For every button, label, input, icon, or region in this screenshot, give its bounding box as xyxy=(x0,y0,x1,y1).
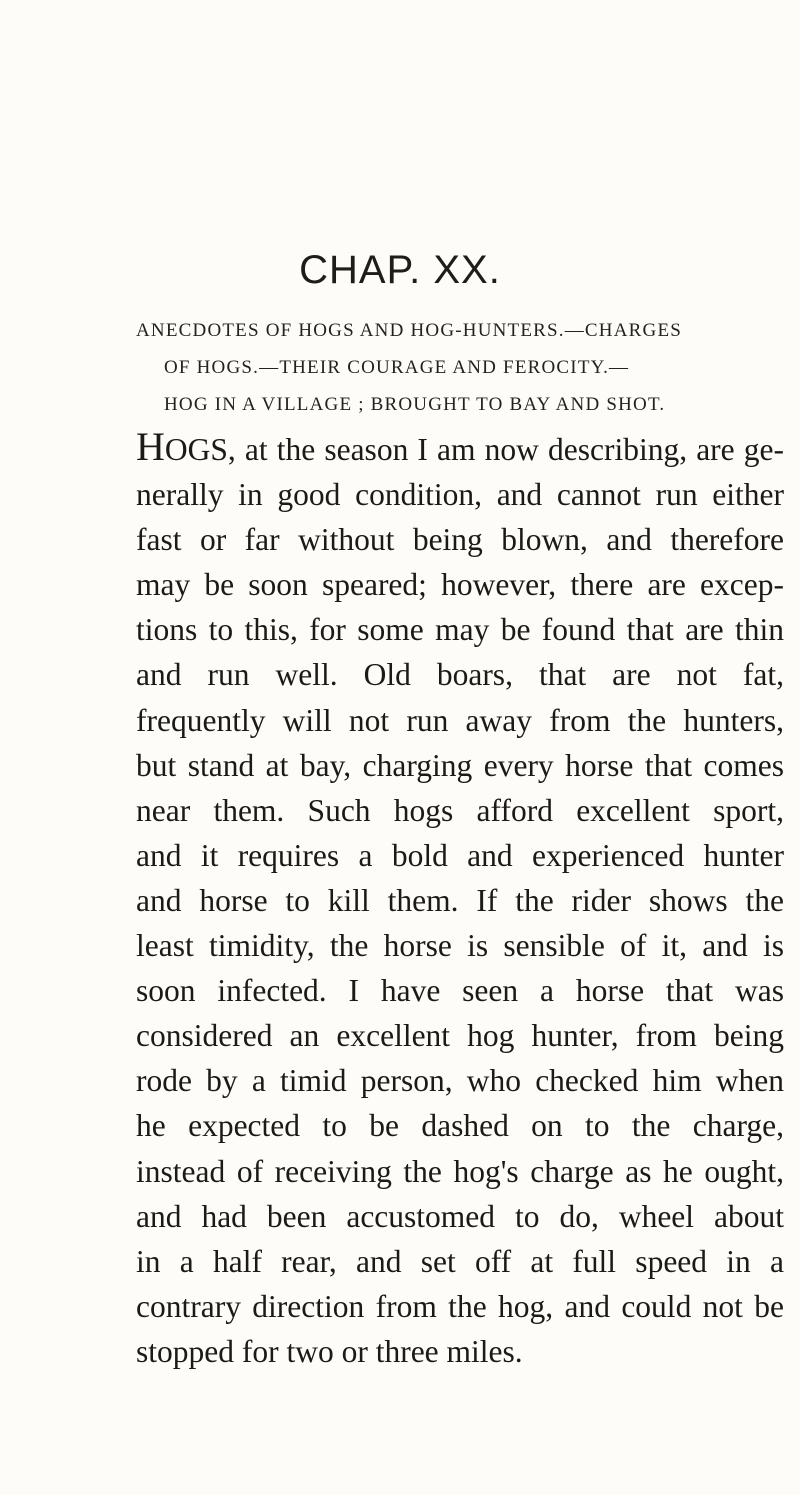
summary-line: ANECDOTES OF HOGS AND HOG-HUNTERS.—CHARGES xyxy=(136,320,683,341)
chapter-summary xyxy=(136,312,784,423)
initial-letter: H xyxy=(136,424,165,469)
paragraph-line: he expected to be dashed on to the charge, xyxy=(136,1108,784,1144)
paragraph-line: rode by a timid person, who checked him when xyxy=(136,1063,784,1099)
summary-line: OF HOGS.—THEIR COURAGE AND FEROCITY.— xyxy=(164,357,630,378)
body-paragraph xyxy=(136,424,784,1374)
paragraph-line: tions to this, for some may be found that are thin xyxy=(136,612,784,648)
paragraph-line: least timidity, the horse is sensible of it, and is xyxy=(136,928,784,964)
summary-line: HOG IN A VILLAGE ; BROUGHT TO BAY AND SHOT. xyxy=(164,394,666,415)
paragraph-line: nerally in good condition, and cannot run either xyxy=(136,477,784,513)
paragraph-last-line: stopped for two or three miles. xyxy=(136,1333,523,1369)
first-line-text: OGS, at the season I am now describing, are ge- xyxy=(164,432,784,467)
paragraph-line: in a half rear, and set off at full speed in a xyxy=(136,1243,784,1279)
paragraph-line: soon infected. I have seen a horse that was xyxy=(136,973,784,1009)
paragraph-line: instead of receiving the hog's charge as he ought, xyxy=(136,1153,784,1189)
paragraph-first-line xyxy=(136,424,784,472)
paragraph-line: may be soon speared; however, there are excep- xyxy=(136,567,784,603)
paragraph-line: and it requires a bold and experienced hunter xyxy=(136,837,784,873)
paragraph-line: frequently will not run away from the hunters, xyxy=(136,702,784,738)
paragraph-line: contrary direction from the hog, and could not be xyxy=(136,1288,784,1324)
paragraph-line: fast or far without being blown, and therefore xyxy=(136,522,784,558)
paragraph-line: and had been accustomed to do, wheel about xyxy=(136,1198,784,1234)
paragraph-line: but stand at bay, charging every horse that comes xyxy=(136,747,784,783)
paragraph-line: considered an excellent hog hunter, from being xyxy=(136,1018,784,1054)
paragraph-line: and run well. Old boars, that are not fat, xyxy=(136,657,784,693)
chapter-heading: CHAP. XX. xyxy=(299,248,501,292)
paragraph-line: near them. Such hogs afford excellent sport, xyxy=(136,792,784,828)
paragraph-line: and horse to kill them. If the rider shows the xyxy=(136,882,784,918)
